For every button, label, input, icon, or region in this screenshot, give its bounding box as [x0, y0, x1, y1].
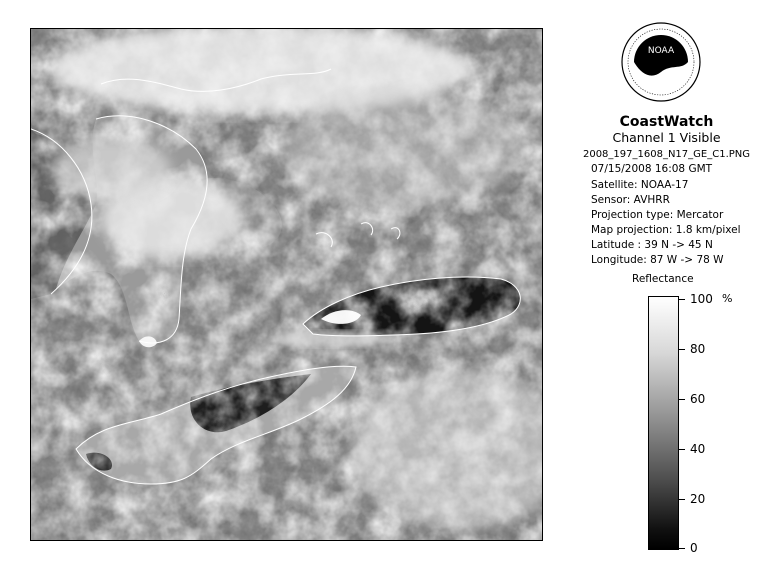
- colorbar-unit: %: [722, 292, 733, 305]
- longitude-range: Longitude: 87 W -> 78 W: [591, 254, 724, 266]
- projection-type: Projection type: Mercator: [591, 209, 724, 221]
- colorbar-tick: [679, 399, 685, 400]
- satellite-label: Satellite: NOAA-17: [591, 179, 689, 191]
- reflectance-colorbar: [648, 296, 679, 550]
- colorbar-title: Reflectance: [632, 273, 694, 285]
- colorbar-tick: [679, 499, 685, 500]
- datetime: 07/15/2008 16:08 GMT: [591, 163, 713, 175]
- colorbar-label: 100: [690, 292, 713, 306]
- latitude-range: Latitude : 39 N -> 45 N: [591, 239, 713, 251]
- colorbar-tick: [679, 349, 685, 350]
- colorbar-label: 0: [690, 541, 698, 555]
- logo-text: NOAA: [647, 46, 675, 56]
- satellite-image: [30, 28, 543, 541]
- colorbar-tick: [679, 299, 685, 300]
- sensor-label: Sensor: AVHRR: [591, 194, 670, 206]
- file-name: 2008_197_1608_N17_GE_C1.PNG: [582, 149, 751, 160]
- colorbar-label: 80: [690, 342, 706, 356]
- colorbar-tick: [679, 548, 685, 549]
- colorbar-label: 60: [690, 392, 706, 406]
- noaa-logo-icon: [621, 22, 701, 102]
- colorbar-tick: [679, 449, 685, 450]
- channel-subtitle: Channel 1 Visible: [612, 130, 721, 145]
- map-projection: Map projection: 1.8 km/pixel: [591, 224, 741, 236]
- product-title: CoastWatch: [619, 114, 714, 130]
- colorbar-label: 40: [690, 442, 706, 456]
- colorbar-label: 20: [690, 492, 706, 506]
